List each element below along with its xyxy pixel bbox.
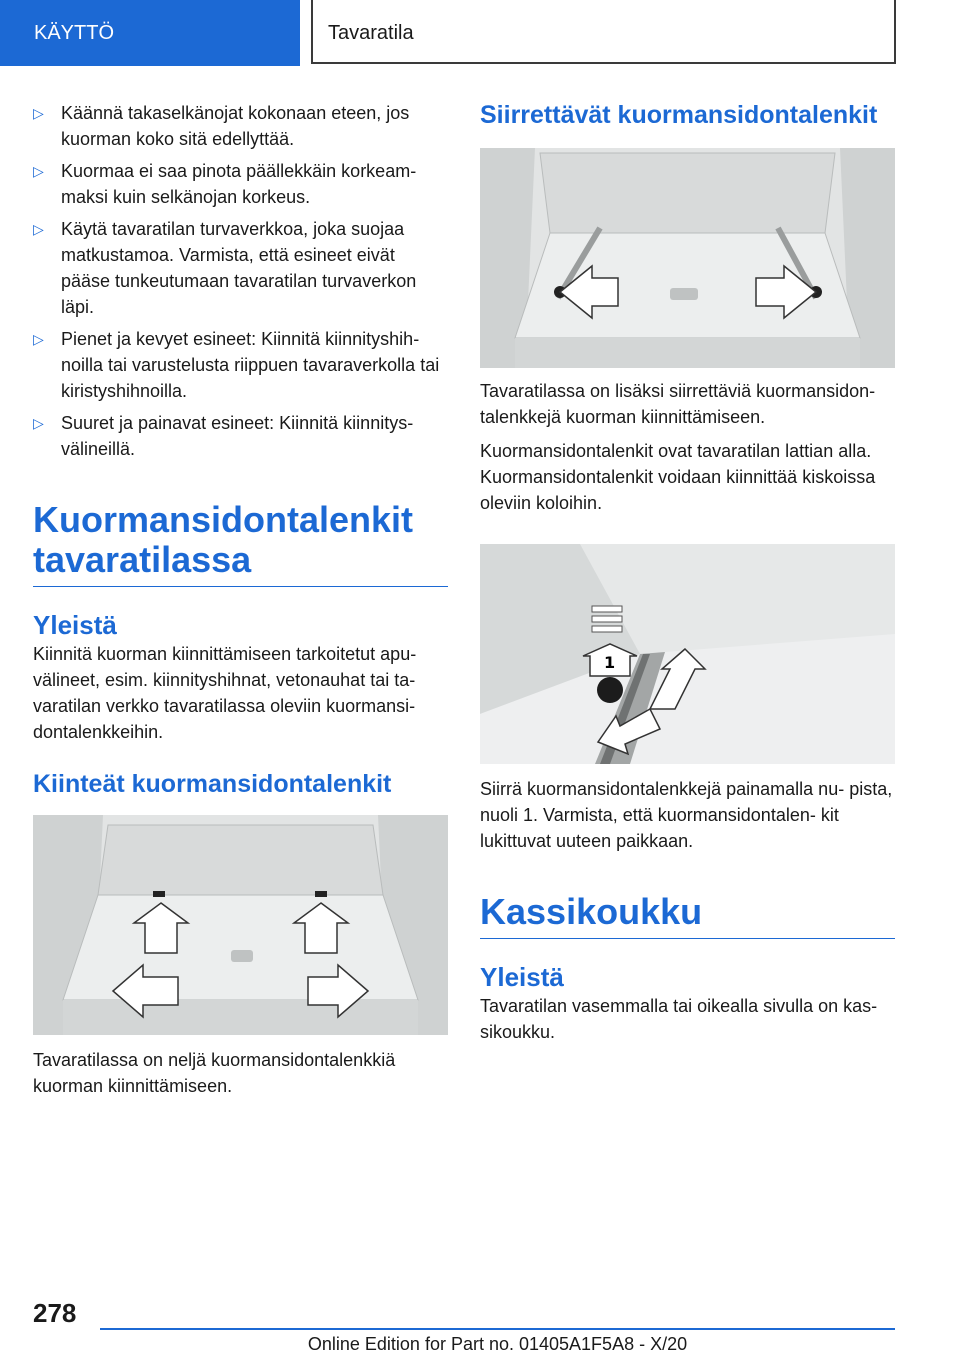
- subheading-general: Yleistä: [33, 610, 117, 640]
- subheading-general-bag-hook: Yleistä: [480, 962, 564, 992]
- section-heading-bag-hook: Kassikoukku: [480, 892, 895, 939]
- subheading-fixed-lashing-eyes: Kiinteät kuormansidontalenkit: [33, 770, 392, 798]
- movable-lashing-eyes-illustration: [480, 148, 895, 368]
- list-item: ▷ Kuormaa ei saa pinota päällekkäin korkeam‐ maksi kuin selkänojan korkeus.: [33, 158, 448, 210]
- right-column: [480, 100, 895, 1045]
- general-paragraph: Kiinnitä kuorman kiinnittämiseen tarkoitetut apu‐ välineet, esim. kiinnityshihnat, vetonauhat tai ta‐ varatilan verkko tavaratilassa oleviin kuormansi‐ dontalenkkeihin.: [33, 644, 417, 742]
- movable-paragraph-3: Siirrä kuormansidontalenkkejä painamalla nu‐ pista, nuoli 1. Varmista, että kuormansidontalen‐ kit lukittuvat uuteen paikkaan.: [480, 779, 893, 851]
- triangle-bullet-icon: ▷: [33, 331, 44, 347]
- section-label: KÄYTTÖ: [0, 0, 300, 66]
- safety-bullet-list: [33, 100, 448, 462]
- footer-rule: [100, 1328, 895, 1330]
- bag-hook-paragraph: Tavaratilan vasemmalla tai oikealla sivulla on kas‐ sikoukku.: [480, 996, 878, 1042]
- figure-label-1: 1: [604, 653, 616, 672]
- fixed-lashing-eyes-caption: Tavaratilassa on neljä kuormansidontalenkkiä kuorman kiinnittämiseen.: [33, 1050, 396, 1096]
- section-heading-lashing-eyes: Kuormansidontalenkit tavaratilassa: [33, 500, 448, 587]
- subheading-movable-lashing-eyes: Siirrettävät kuormansidontalenkit: [480, 101, 878, 129]
- list-item: ▷ Käytä tavaratilan turvaverkkoa, joka suojaa matkustamoa. Varmista, että esineet eivät pääse tunkeutumaan tavaratilan turvaverkon läpi.: [33, 216, 448, 320]
- page-number: 278: [33, 1298, 77, 1328]
- rail-release-illustration: [480, 544, 895, 764]
- movable-paragraph-1: Tavaratilassa on lisäksi siirrettäviä kuormansidon‐ talenkkejä kuorman kiinnittämiseen.: [480, 381, 876, 427]
- triangle-bullet-icon: ▷: [33, 415, 44, 431]
- list-item: ▷ Pienet ja kevyet esineet: Kiinnitä kiinnityshih‐ noilla tai varustelusta riippuen tavaraverkolla tai kiristyshihnoilla.: [33, 326, 448, 404]
- triangle-bullet-icon: ▷: [33, 221, 44, 237]
- edition-footer: Online Edition for Part no. 01405A1F5A8 - X/20: [307, 1334, 688, 1354]
- fixed-lashing-eyes-illustration: [33, 815, 448, 1035]
- list-item: ▷ Suuret ja painavat esineet: Kiinnitä kiinnitys‐ välineillä.: [33, 410, 448, 462]
- chapter-label: Tavaratila: [311, 0, 896, 64]
- list-item: ▷ Käännä takaselkänojat kokonaan eteen, jos kuorman koko sitä edellyttää.: [33, 100, 448, 152]
- triangle-bullet-icon: ▷: [33, 163, 44, 179]
- triangle-bullet-icon: ▷: [33, 105, 44, 121]
- left-column: [33, 100, 448, 1099]
- movable-paragraph-2: Kuormansidontalenkit ovat tavaratilan lattian alla. Kuormansidontalenkit voidaan kiinnittää kiskoissa oleviin koloihin.: [480, 441, 876, 513]
- page-header: [0, 0, 960, 66]
